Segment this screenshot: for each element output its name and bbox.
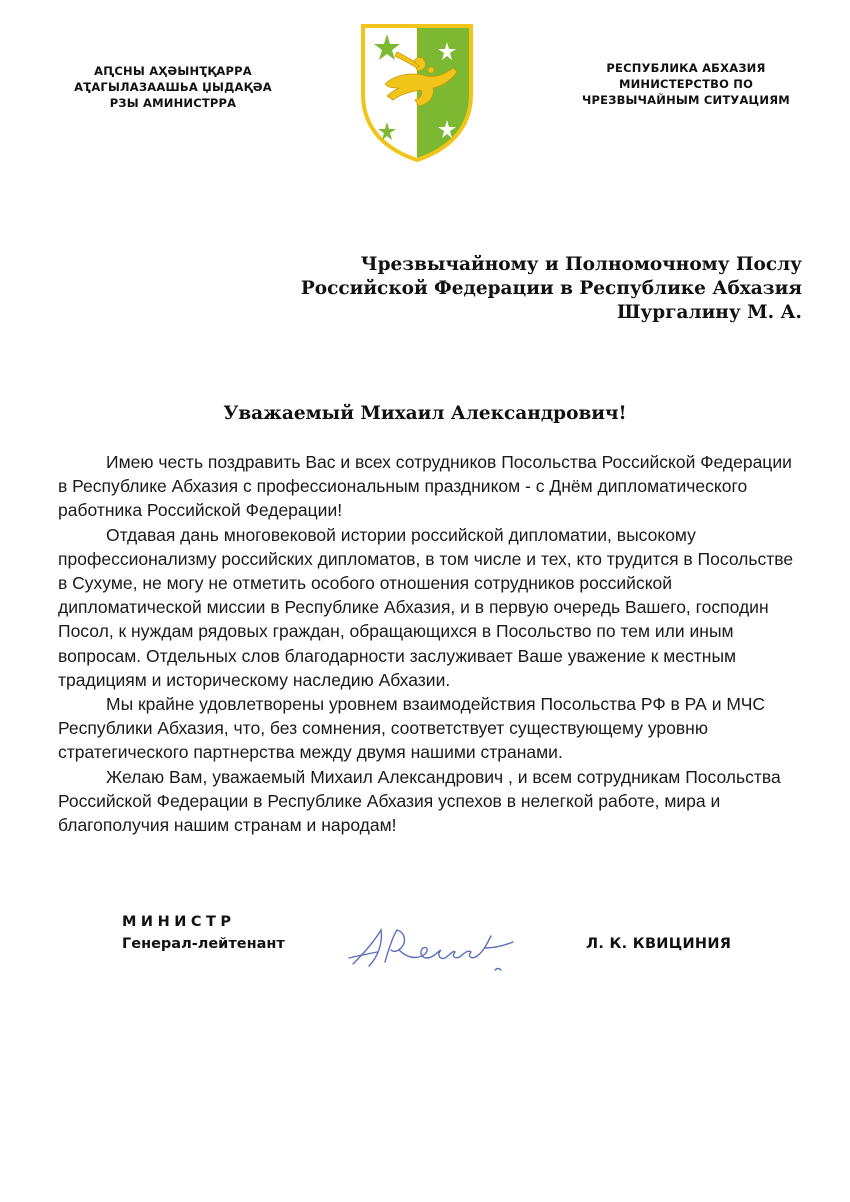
header-line: ЧРЕЗВЫЧАЙНЫМ СИТУАЦИЯМ [582, 93, 790, 107]
addressee-line: Шургалину М. А. [616, 302, 802, 323]
salutation: Уважаемый Михаил Александрович! [223, 403, 627, 424]
ministry-header-abkhaz [58, 63, 288, 111]
paragraph: Имею честь поздравить Вас и всех сотрудников Посольства Российской Федерации в Республике Абхазия с профессиональным праздником - с Днём дипломатического работника Российской Федерации! [58, 452, 792, 521]
signatory-title: МИНИСТР [122, 914, 236, 930]
paragraph: Отдавая дань многовековой истории российской дипломатии, высокому профессионализму российских дипломатов, в том числе и тех, кто трудится в Посольстве в Сухуме, не могу не отметить особого отношения сотрудников российской дипломатической миссии в Республике Абхазия, и в первую очередь Вашего, господин Посол, к нуждам рядовых граждан, обращающихся в Посольство по тем или иным вопросам. Отдельных слов благодарности заслуживает Ваше уважение к местным традициям и историческому наследию Абхазии. [58, 524, 794, 690]
header-line: РЕСПУБЛИКА АБХАЗИЯ [606, 61, 766, 75]
letter-body [58, 450, 803, 837]
paragraph: Мы крайне удовлетворены уровнем взаимодействия Посольства РФ в РА и МЧС Республики Абхазия, что, без сомнения, соответствует существующему уровню стратегического партнерства между двумя нашими странами. [58, 694, 766, 763]
addressee-block [301, 253, 802, 325]
header-line: РЗЫ АМИНИСТРРА [109, 96, 237, 110]
coat-of-arms-icon [357, 22, 477, 162]
addressee-line: Российской Федерации в Республике Абхазия [300, 278, 802, 299]
header-line: АҬАГЫЛАЗААШЬА ЏЫДАҚӘА [74, 80, 272, 94]
addressee-line: Чрезвычайному и Полномочному Послу [360, 254, 802, 275]
paragraph: Желаю Вам, уважаемый Михаил Александрович , и всем сотрудникам Посольства Российской Федерации в Республике Абхазия успехов в нелегкой работе, мира и благополучия нашим странам и народам! [58, 766, 781, 836]
handwritten-signature-icon [345, 918, 525, 978]
header-line: МИНИСТЕРСТВО ПО [618, 77, 754, 91]
signatory-name: Л. К. КВИЦИНИЯ [586, 936, 732, 952]
ministry-header-russian [570, 60, 802, 108]
header-line: АԤСНЫ АҲӘЫНҬҚАРРА [94, 64, 252, 78]
signatory-rank: Генерал-лейтенант [122, 936, 285, 952]
